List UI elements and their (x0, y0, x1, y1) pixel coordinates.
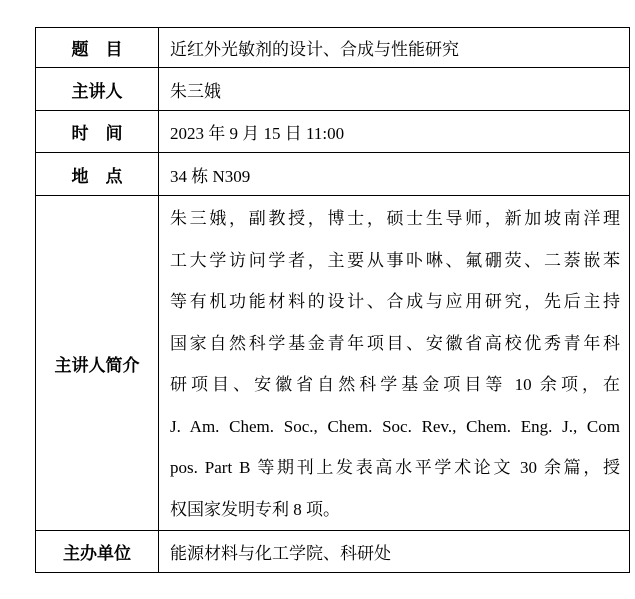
table-row-place (36, 153, 630, 196)
time-label: 时 间 (36, 111, 159, 153)
place-value: 34 栋 N309 (159, 153, 630, 196)
bio-line-3: 等有机功能材料的设计、合成与应用研究，先后主持 (170, 292, 620, 311)
time-value: 2023 年 9 月 15 日 11:00 (159, 111, 630, 153)
table-row-title (36, 28, 630, 68)
bio-line-8: 权国家发明专利 8 项。 (170, 499, 340, 519)
table-row-host (36, 531, 630, 573)
table-row-speaker (36, 68, 630, 111)
table-row-time (36, 111, 630, 153)
place-label: 地 点 (36, 153, 159, 196)
speaker-label: 主讲人 (36, 68, 159, 111)
bio-line-1: 朱三娥，副教授，博士，硕士生导师，新加坡南洋理 (170, 209, 620, 228)
bio-line-7: pos. Part B 等期刊上发表高水平学术论文 30 余篇，授 (170, 458, 620, 477)
title-label: 题 目 (36, 28, 159, 68)
speaker-value: 朱三娥 (159, 68, 630, 111)
table-row-bio (36, 196, 630, 531)
bio-line-6: J. Am. Chem. Soc., Chem. Soc. Rev., Chem. Eng. J., Com (170, 416, 620, 436)
host-value: 能源材料与化工学院、科研处 (159, 531, 630, 573)
bio-label: 主讲人简介 (36, 196, 159, 531)
title-value: 近红外光敏剂的设计、合成与性能研究 (159, 28, 630, 68)
seminar-info-table (35, 27, 630, 573)
bio-value (159, 196, 630, 531)
bio-line-5: 研项目、安徽省自然科学基金项目等 10 余项，在 (170, 375, 620, 394)
bio-line-2: 工大学访问学者，主要从事卟啉、氟硼荧、二萘嵌苯 (170, 250, 620, 270)
host-label: 主办单位 (36, 531, 159, 573)
bio-line-4: 国家自然科学基金青年项目、安徽省高校优秀青年科 (170, 333, 620, 353)
